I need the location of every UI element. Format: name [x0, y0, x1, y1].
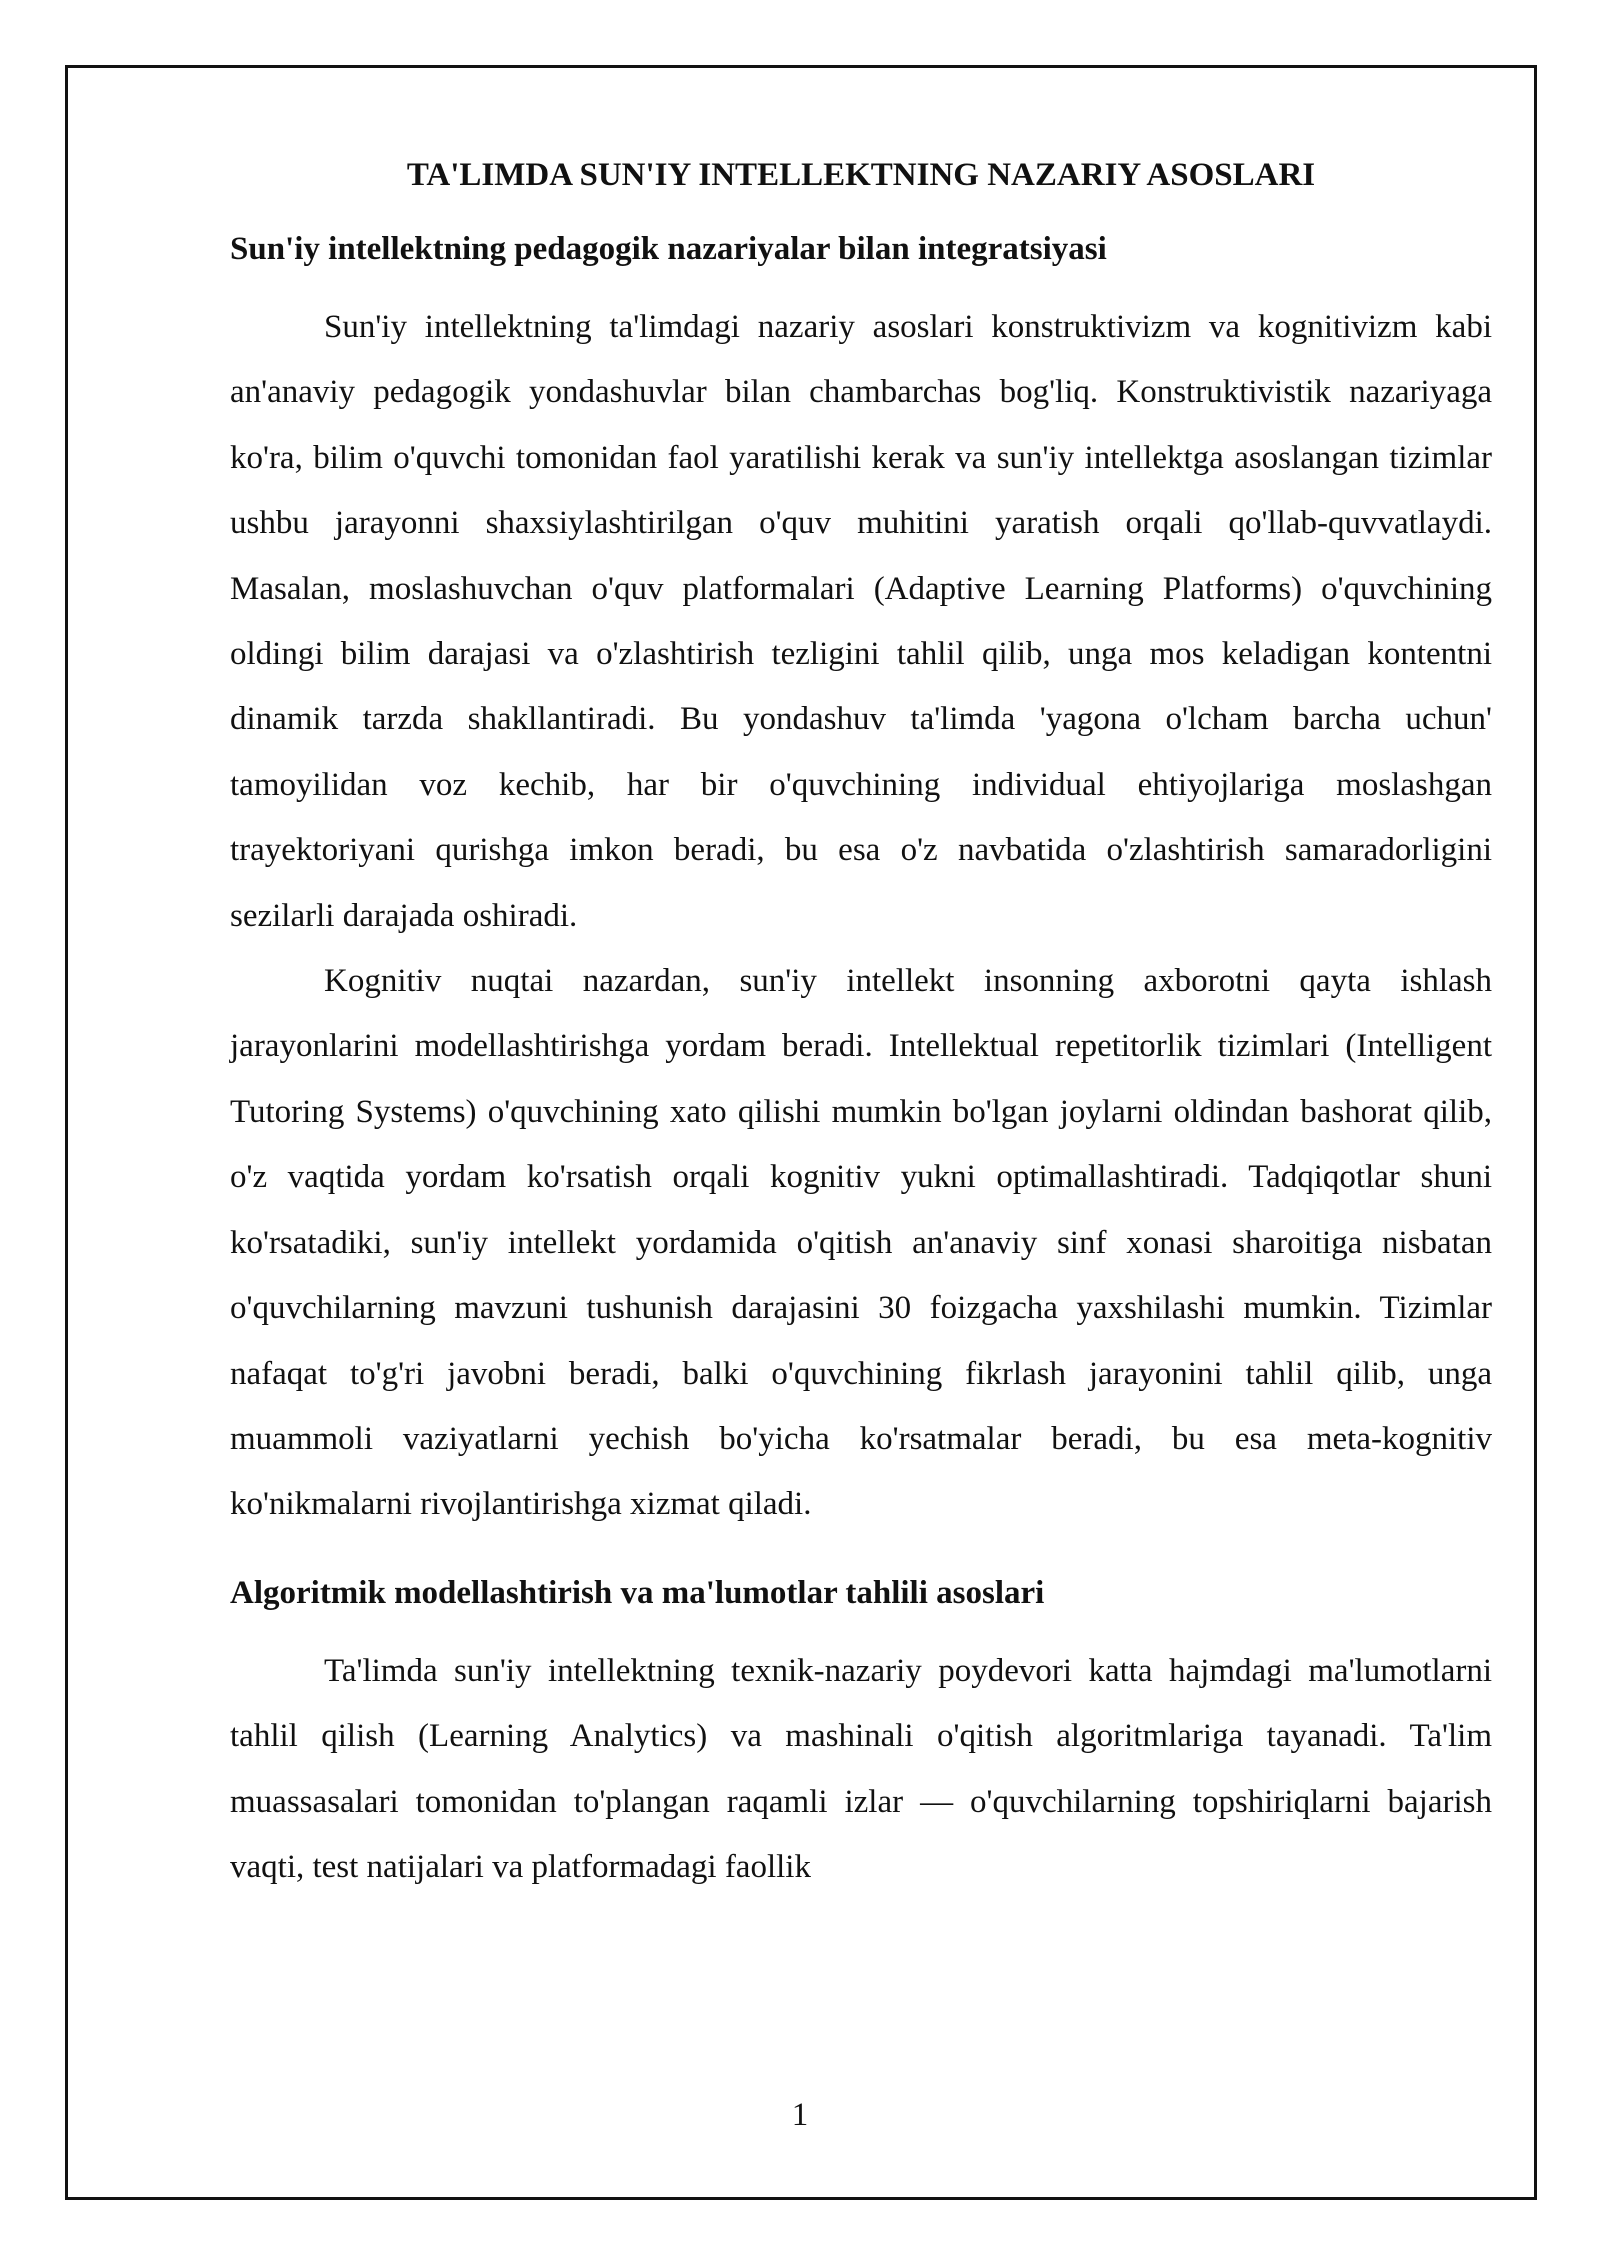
page-number: 1 [791, 2097, 809, 2133]
section-heading: Algoritmik modellashtirish va ma'lumotlar tahlili asoslari [230, 1574, 1045, 1611]
section-heading: Sun'iy intellektning pedagogik nazariyalar bilan integratsiyasi [230, 231, 1107, 267]
document-title: TA'LIMDA SUN'IY INTELLEKTNING NAZARIY ASOSLARI [406, 157, 1316, 193]
paragraph: Sun'iy intellektning ta'limdagi nazariy asoslari konstruktivizm va kognitivizm kabi an'anaviy pedagogik yondashuvlar bilan chambarchas bog'liq. Konstruktivistik nazariyaga ko'ra, bilim o'quvchi tomonidan faol yaratilishi kerak va sun'iy intellektga asoslangan tizimlar ushbu jarayonni shaxsiylashtirilgan o'quv muhitini yaratish orqali qo'llab-quvvatlaydi. Masalan, moslashuvchan o'quv platformalari (Adaptive Learning Platforms) o'quvchining oldingi bilim darajasi va o'zlashtirish tezligini tahlil qilib, unga mos keladigan kontentni dinamik tarzda shakllantiradi. Bu yondashuv ta'limda 'yagona o'lcham barcha uchun' tamoyilidan voz kechib, har bir o'quvchining individual ehtiyojlariga moslashgan trayektoriyani qurishga imkon beradi, bu esa o'z navbatida o'zlashtirish samaradorligini sezilarli darajada oshiradi. [230, 309, 1492, 934]
paragraph: Ta'limda sun'iy intellektning texnik-nazariy poydevori katta hajmdagi ma'lumotlarni tahlil qilish (Learning Analytics) va mashinali o'qitish algoritmlariga tayanadi. Ta'lim muassasalari tomonidan to'plangan raqamli izlar — o'quvchilarning topshiriqlarni bajarish vaqti, test natijalari va platformadagi faollik [230, 1652, 1492, 1885]
document-body [230, 150, 1492, 1900]
paragraph: Kognitiv nuqtai nazardan, sun'iy intellekt insonning axborotni qayta ishlash jarayonlarini modellashtirishga yordam beradi. Intellektual repetitorlik tizimlari (Intelligent Tutoring Systems) o'quvchining xato qilishi mumkin bo'lgan joylarni oldindan bashorat qilib, o'z vaqtida yordam ko'rsatish orqali kognitiv yukni optimallashtiradi. Tadqiqotlar shuni ko'rsatadiki, sun'iy intellekt yordamida o'qitish an'anaviy sinf xonasi sharoitiga nisbatan o'quvchilarning mavzuni tushunish darajasini 30 foizgacha yaxshilashi mumkin. Tizimlar nafaqat to'g'ri javobni beradi, balki o'quvchining fikrlash jarayonini tahlil qilib, unga muammoli vaziyatlarni yechish bo'yicha ko'rsatmalar beradi, bu esa meta-kognitiv ko'nikmalarni rivojlantirishga xizmat qiladi. [230, 963, 1492, 1523]
